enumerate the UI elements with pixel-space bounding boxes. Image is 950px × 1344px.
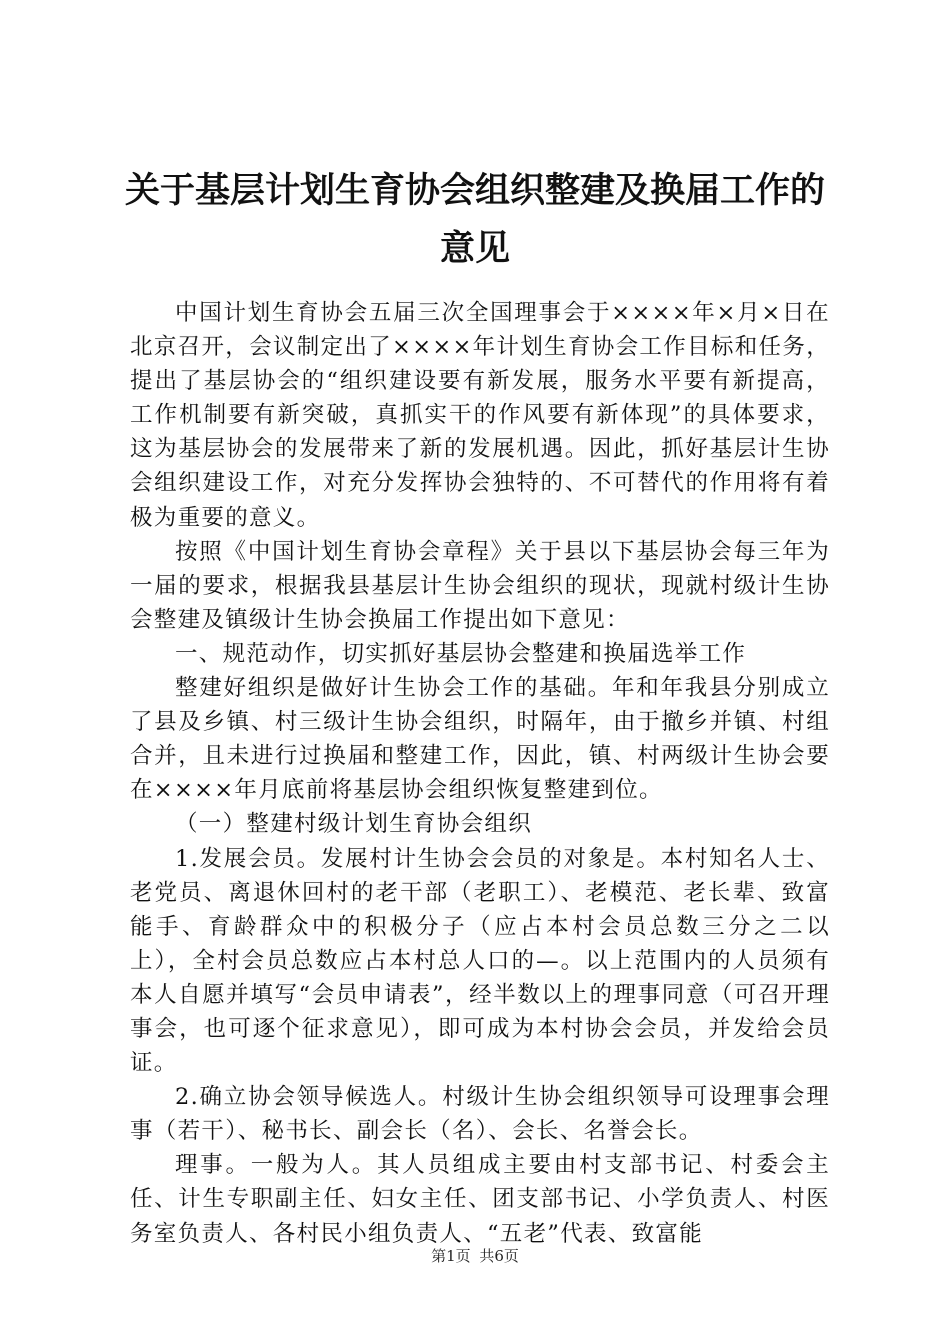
paragraph-basis: 按照《中国计划生育协会章程》关于县以下基层协会每三年为一届的要求，根据我县基层计生协会组织的现状，现就村级计生协会整建及镇级计生协会换届工作提出如下意见：: [130, 538, 830, 633]
title-line-1: 关于基层计划生育协会组织整建及换届工作的: [124, 171, 825, 211]
document-title: [110, 162, 840, 278]
paragraph-members: 1.发展会员。发展村计生协会会员的对象是。本村知名人士、老党员、离退休回村的老干部（老职工）、老模范、老长辈、致富能手、育龄群众中的积极分子（应占本村会员总数三分之二以上），全村会员总数应占本村总人口的—。以上范围内的人员须有本人自愿并填写“会员申请表”，经半数以上的理事同意（可召开理事会，也可逐个征求意见），即可成为本村协会会员，并发给会员证。: [130, 845, 830, 1077]
section-heading-1: 一、规范动作，切实抓好基层协会整建和换届选举工作: [175, 640, 747, 667]
page-number: 第1页: [431, 1247, 471, 1265]
page-total: 共6页: [479, 1247, 519, 1265]
page-footer: [0, 1246, 950, 1266]
paragraph-foundation: 整建好组织是做好计生协会工作的基础。年和年我县分别成立了县及乡镇、村三级计生协会组织，时隔年，由于撤乡并镇、村组合并，且未进行过换届和整建工作，因此，镇、村两级计生协会要在××××年月底前将基层协会组织恢复整建到位。: [130, 675, 830, 804]
subsection-heading-1: （一）整建村级计划生育协会组织: [175, 811, 533, 838]
paragraph-directors: 理事。一般为人。其人员组成主要由村支部书记、村委会主任、计生专职副主任、妇女主任、团支部书记、小学负责人、村医务室负责人、各村民小组负责人、“五老”代表、致富能: [130, 1152, 830, 1247]
paragraph-intro: 中国计划生育协会五届三次全国理事会于××××年×月×日在北京召开，会议制定出了××××年计划生育协会工作目标和任务，提出了基层协会的“组织建设要有新发展，服务水平要有新提高，工作机制要有新突破，真抓实干的作风要有新体现”的具体要求，这为基层协会的发展带来了新的发展机遇。因此，抓好基层计生协会组织建设工作，对充分发挥协会独特的、不可替代的作用将有着极为重要的意义。: [130, 300, 830, 531]
paragraph-candidates: 2.确立协会领导候选人。村级计生协会组织领导可设理事会理事（若干）、秘书长、副会长（名）、会长、名誉会长。: [130, 1084, 830, 1145]
document-body: [130, 296, 830, 1251]
title-line-2: 意见: [439, 229, 510, 269]
